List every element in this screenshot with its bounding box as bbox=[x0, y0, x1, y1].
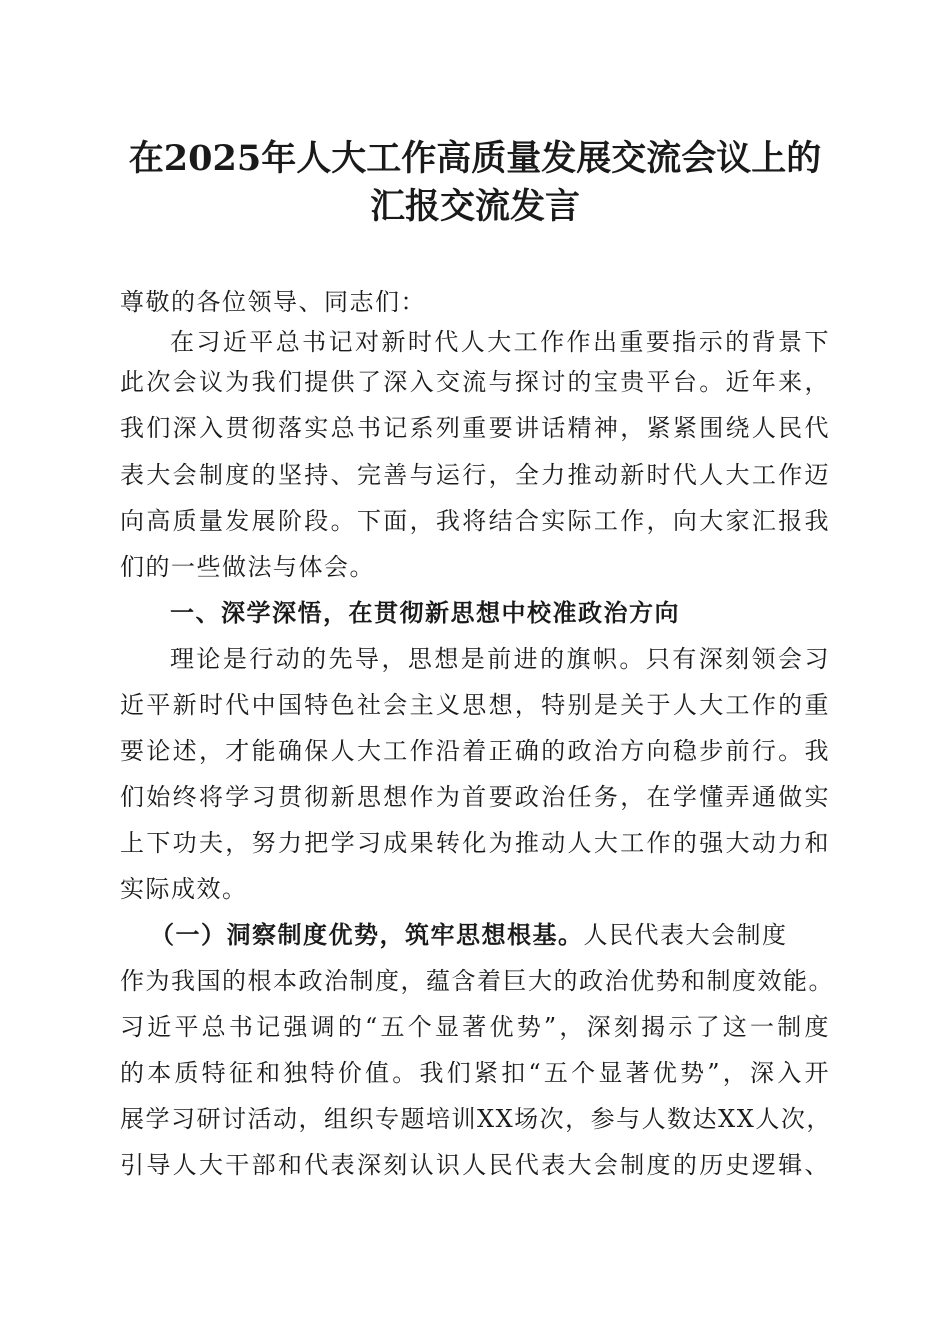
paragraph-line: 向高质量发展阶段。下面，我将结合实际工作，向大家汇报我 bbox=[120, 507, 830, 535]
paragraph-line: 习近平总书记强调的“五个显著优势”，深刻揭示了这一制度 bbox=[120, 1013, 830, 1041]
subsection-heading: （一）洞察制度优势，筑牢思想根基。 bbox=[150, 920, 584, 949]
paragraph-line: 们的一些做法与体会。 bbox=[120, 553, 375, 581]
paragraph-line: 实际成效。 bbox=[120, 875, 248, 903]
paragraph-line: 此次会议为我们提供了深入交流与探讨的宝贵平台。近年来， bbox=[120, 368, 830, 396]
paragraph-line: 的本质特征和独特价值。我们紧扣“五个显著优势”，深入开 bbox=[120, 1059, 830, 1087]
paragraph-line: 引导人大干部和代表深刻认识人民代表大会制度的历史逻辑、 bbox=[120, 1151, 830, 1179]
paragraph-line: 近平新时代中国特色社会主义思想，特别是关于人大工作的重 bbox=[120, 691, 830, 719]
subsection-text: 人民代表大会制度 bbox=[583, 921, 788, 949]
paragraph-line: 上下功夫，努力把学习成果转化为推动人大工作的强大动力和 bbox=[120, 829, 830, 857]
paragraph-line: 要论述，才能确保人大工作沿着正确的政治方向稳步前行。我 bbox=[120, 737, 830, 765]
paragraph-line: 们始终将学习贯彻新思想作为首要政治任务，在学懂弄通做实 bbox=[120, 783, 830, 811]
document-title-line-2: 汇报交流发言 bbox=[369, 186, 580, 227]
document-title-line-1: 在2025年人大工作高质量发展交流会议上的 bbox=[128, 138, 822, 179]
paragraph-line: 我们深入贯彻落实总书记系列重要讲话精神，紧紧围绕人民代 bbox=[120, 414, 830, 442]
paragraph-line: 理论是行动的先导，思想是前进的旗帜。只有深刻领会习 bbox=[170, 645, 830, 673]
salutation: 尊敬的各位领导、同志们： bbox=[120, 288, 426, 316]
subsection-line bbox=[150, 915, 830, 955]
paragraph-line: 作为我国的根本政治制度，蕴含着巨大的政治优势和制度效能。 bbox=[120, 967, 834, 995]
section-heading: 一、深学深悟，在贯彻新思想中校准政治方向 bbox=[170, 598, 680, 627]
paragraph-line: 表大会制度的坚持、完善与运行，全力推动新时代人大工作迈 bbox=[120, 461, 830, 489]
paragraph-line: 展学习研讨活动，组织专题培训XX场次，参与人数达XX人次， bbox=[120, 1105, 832, 1133]
paragraph-line: 在习近平总书记对新时代人大工作作出重要指示的背景下 bbox=[170, 328, 830, 356]
